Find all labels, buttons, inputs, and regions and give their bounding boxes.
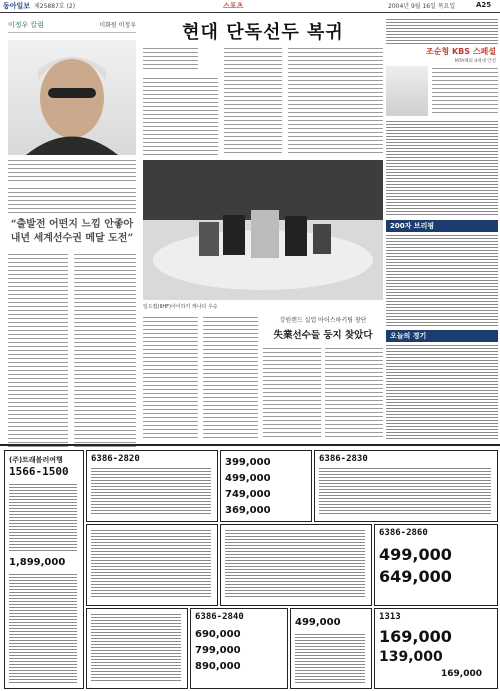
column-series: 이정우 칼럼 [8, 21, 45, 29]
travel-ad [4, 450, 84, 689]
results-table-top [386, 18, 498, 44]
masthead [0, 0, 500, 13]
ad-8-price-2: 799,000 [195, 645, 241, 656]
ad-9-text [295, 633, 365, 683]
travel-ad-text [9, 483, 77, 553]
ad-7-text [91, 613, 181, 683]
portrait-figure [8, 40, 136, 155]
side-columnist-sub: MTA해외 4세대 안전 [454, 59, 496, 64]
section-name: 스포츠 [223, 2, 244, 10]
ad-8-price-1: 690,000 [195, 629, 241, 640]
ad-4-text [91, 529, 211, 599]
ad-1-phone: 6386-2820 [91, 454, 140, 464]
ad-block-10 [374, 608, 498, 689]
ad-6-price-1: 499,000 [379, 545, 452, 564]
hockey-photo-image [143, 160, 383, 300]
main-headline: 현대 단독선두 복귀 [182, 22, 344, 43]
today-games-list [386, 344, 498, 440]
side-columnist-photo [386, 66, 428, 116]
portrait-caption-text [8, 158, 136, 182]
ad-block-7 [86, 608, 188, 689]
issue-date: 2004년 9월 16일 목요일 [388, 3, 456, 10]
ad-block-4 [86, 524, 218, 606]
ad-8-price-3: 890,000 [195, 661, 241, 672]
ad-3-text [319, 467, 491, 515]
headline-deck [143, 46, 198, 72]
ad-block-8 [190, 608, 288, 689]
author-portrait [8, 40, 136, 155]
ad-10-price-2: 139,000 [379, 649, 443, 665]
pull-quote-line-2: 내년 세계선수권 메달 도전” [10, 233, 134, 244]
column-body-left [8, 252, 68, 448]
article-col-2 [224, 46, 282, 156]
briefing-title: 200자 브리핑 [386, 220, 498, 232]
column-lede-text [8, 186, 136, 214]
article-b-col-4 [325, 346, 383, 440]
briefing-text [386, 234, 498, 326]
page-number: A25 [476, 1, 492, 9]
ad-divider [0, 444, 500, 446]
column-author: 미화원 이정우 [99, 22, 136, 29]
ad-block-6 [374, 524, 498, 606]
sub-headline-kicker: 강원랜드 실업 아이스하키팀 창단 [279, 317, 367, 324]
ad-block-3 [314, 450, 498, 522]
ad-3-phone: 6386-2830 [319, 454, 368, 464]
issue-number: 제25887호 (2) [34, 3, 76, 10]
ad-2-price-2: 499,000 [225, 473, 271, 484]
ad-10-price-1: 169,000 [379, 627, 452, 646]
article-b-col-1 [143, 315, 198, 440]
ad-block-1 [86, 450, 218, 522]
ad-block-2 [220, 450, 312, 522]
side-columnist-name: 조순형 KBS 스페셜 [426, 47, 496, 56]
travel-ad-price: 1,899,000 [9, 557, 66, 568]
ad-block-5 [220, 524, 372, 606]
article-col-1 [143, 76, 218, 156]
ad-10-price-3: 169,000 [441, 669, 482, 679]
pull-quote [8, 218, 136, 246]
ad-5-text [225, 529, 365, 599]
ad-2-price-1: 399,000 [225, 457, 271, 468]
ad-block-9 [290, 608, 372, 689]
paper-name: 동아일보 [3, 1, 31, 10]
side-column-body [386, 120, 498, 216]
hockey-photo [143, 160, 383, 300]
today-games-title: 오늘의 경기 [386, 330, 498, 342]
travel-ad-name: (주)트래블러여행 [9, 456, 63, 464]
pull-quote-line-1: “출발전 어떤지 느낌 안좋아 [10, 219, 134, 230]
article-b-col-3 [263, 346, 321, 440]
ad-8-phone: 6386-2840 [195, 612, 244, 622]
ad-1-text [91, 467, 211, 515]
sub-article-headline [263, 315, 383, 341]
side-column-lede [432, 66, 498, 116]
today-games-box [386, 330, 498, 342]
ad-2-price-3: 749,000 [225, 489, 271, 500]
article-b-col-2 [203, 315, 258, 440]
column-body-right [74, 252, 136, 448]
article-col-3 [288, 46, 383, 156]
sub-headline-main: 失業선수들 둥지 찾았다 [273, 330, 373, 341]
photo-caption: 일드컵(IIHF)아이하키 캐나다 우승 [143, 304, 218, 310]
ad-9-price-1: 499,000 [295, 617, 341, 628]
ad-2-price-4: 369,000 [225, 505, 271, 516]
travel-ad-phone: 1566-1500 [9, 465, 69, 478]
briefing-box [386, 220, 498, 232]
travel-ad-details [9, 573, 77, 683]
ad-10-tag: 1313 [379, 612, 401, 622]
ad-6-phone: 6386-2860 [379, 528, 428, 538]
ad-6-price-2: 649,000 [379, 567, 452, 586]
column-header [8, 18, 136, 33]
